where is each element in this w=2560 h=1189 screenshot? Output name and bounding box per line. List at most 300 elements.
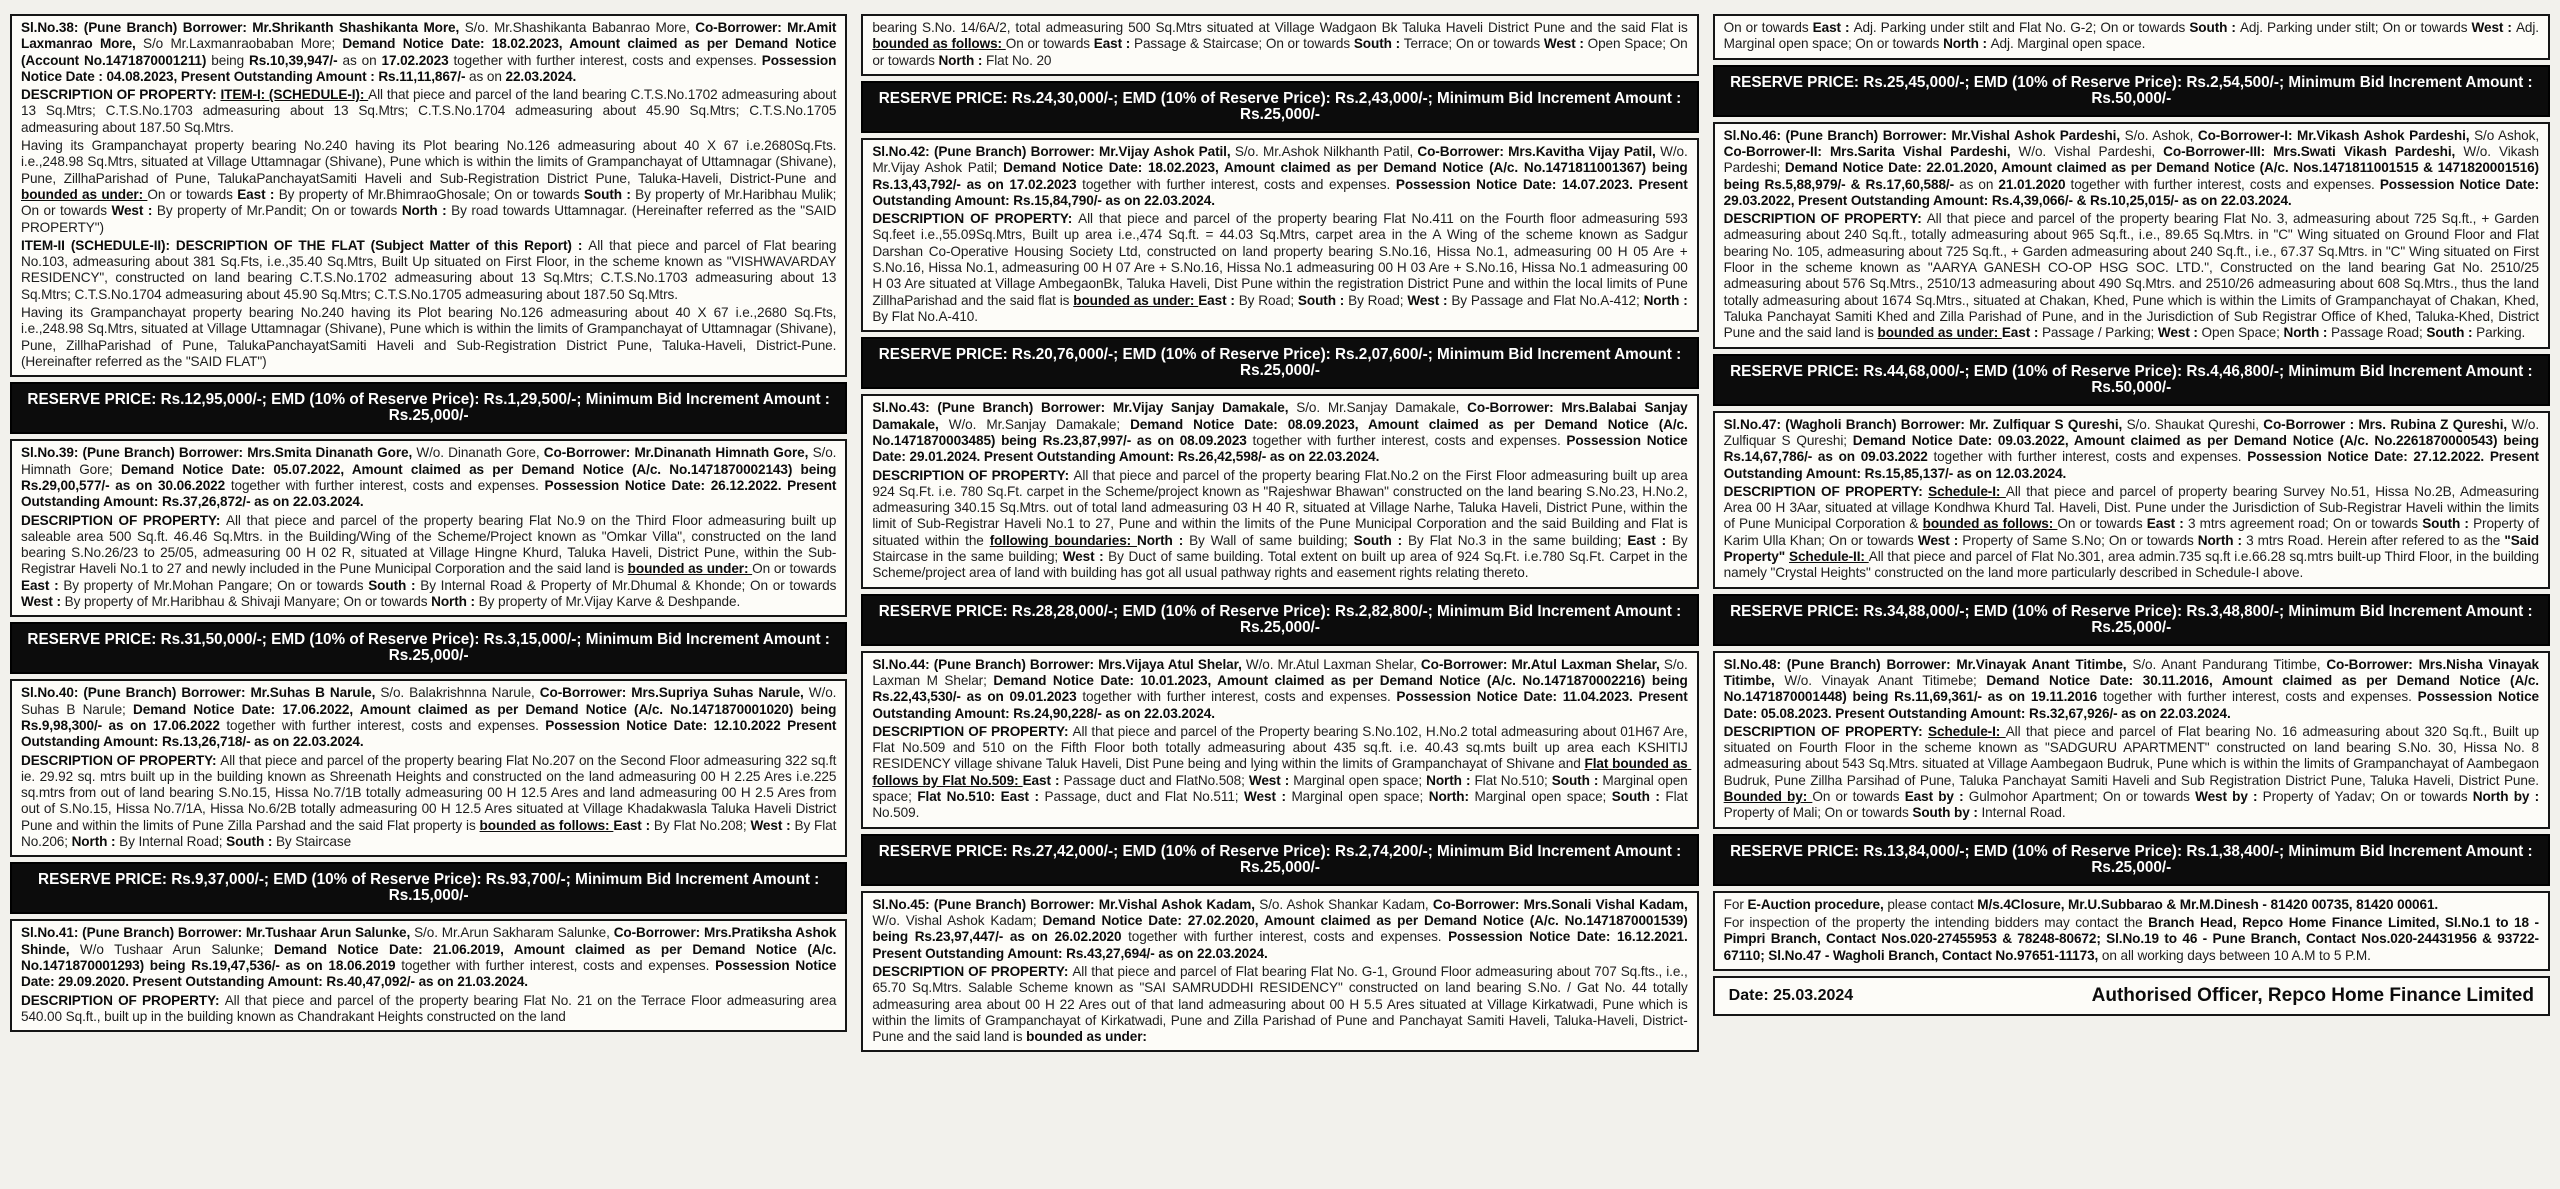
notice-paragraph [21,87,841,136]
text-run: being [211,52,249,68]
reserve-price-bar-reserve-price-42: RESERVE PRICE: Rs.20,76,000/-; EMD (10% of Reserve Price): Rs.2,07,600/-; Minimum Bid Increment Amount : Rs.25,000/- [861,337,1698,389]
text-run: By Road; [1348,292,1408,308]
text-run: S/o. Mr.Arun Sakharam Salunke, [414,925,614,941]
text-run: bounded as under: [627,561,753,577]
text-run: Sl.No.38: (Pune Branch) Borrower: Mr.Shrikanth Shashikanta More, [21,20,465,35]
text-run: Demand Notice Date: 05.07.2022, Amount claimed as per Demand Notice (A/c. No.1471870002143) being Rs.29,00,577/- as on 30.06.2022 [21,461,840,493]
notice-paragraph [872,400,1692,465]
text-run: Passage duct and FlatNo.508; [1063,772,1249,788]
reserve-price-bar-reserve-price-41: RESERVE PRICE: Rs.24,30,000/-; EMD (10% of Reserve Price): Rs.2,43,000/-; Minimum Bid Increment Amount : Rs.25,000/- [861,81,1698,133]
notice-paragraph [872,656,1692,722]
text-run: West : [1062,549,1109,565]
text-run: together with further interest, costs and expenses. [2103,689,2418,705]
text-run: North : [1137,532,1190,548]
text-run: On or towards [2057,516,2147,532]
text-run: North : [1426,772,1475,788]
text-run: By Flat No.208; [653,817,751,833]
text-run: On or towards [1723,20,1813,35]
notice-paragraph [21,305,841,370]
text-run: E-Auction procedure, [1747,896,1888,912]
notice-section-sl-no-44 [861,651,1698,829]
notice-paragraph [1723,20,2543,53]
text-run: Possession Notice Date: 29.09.2020. Present Outstanding Amount: Rs.40,47,092/- as on 21.03.2024. [21,958,841,990]
text-run: S/o. Ashok, [2124,127,2198,143]
text-run: W/o. Mr.Vijay Ashok Patil; [872,143,1692,176]
text-run: S/o Ashok, [2474,127,2543,143]
text-run: Demand Notice Date: 17.06.2022, Amount claimed as per Demand Notice (A/c. No.1471870001020) being Rs.9,98,300/- as on 17.06.2022 [21,701,841,733]
text-run: East : [2146,516,2188,532]
text-run: Schedule-II: [1789,549,1869,565]
reserve-price-bar-reserve-price-44: RESERVE PRICE: Rs.27,42,000/-; EMD (10% of Reserve Price): Rs.2,74,200/-; Minimum Bid Increment Amount : Rs.25,000/- [861,834,1698,886]
text-run: By Wall of same building; [1189,532,1354,548]
text-run: S/o. Mr.Ashok Nilkhanth Patil, [1234,143,1418,159]
text-run: West by : [2195,789,2263,805]
text-run: Co-Borrower-III: Mrs.Swati Vikash Pardeshi, [2163,143,2464,159]
text-run: Co-Borrower: Mrs.Supriya Suhas Narule, [539,685,809,701]
text-run: S/o. Ashok Shankar Kadam, [1259,896,1433,912]
text-run: By Staircase in the same building; [872,532,1692,565]
text-run: together with further interest, costs and expenses. [401,958,716,974]
text-run: S/o. Balakrishnna Narule, [380,685,540,701]
text-run: South : [2422,516,2474,532]
text-run: On or towards [1812,789,1905,805]
text-run: DESCRIPTION OF PROPERTY: [1723,723,1929,739]
text-run: DESCRIPTION OF PROPERTY: [872,467,1074,483]
text-run: Sl.No.46: (Pune Branch) Borrower: Mr.Vishal Ashok Pardeshi, [1723,127,2125,143]
text-run: Demand Notice Date: 21.06.2019, Amount claimed as per Demand Notice (A/c. No.1471870001293) being Rs.19,47,536/- as on 18.06.2019 [21,941,840,974]
text-run: W/o. Mr.Atul Laxman Shelar, [1245,656,1421,672]
text-run: All that piece and parcel of Flat bearing No.103, admeasuring about 381 Sq.Fts, i.e.,35.40 Sq.Mtrs, Built Up situated on First Floor, in the scheme known as "VISHWAVARDAY RESIDENCY", constructed on land bearing C.T.S.No.1702 admeasuring about 13 Sq.Mtrs; C.T.S.No.1703 admeasuring about 13 Sq.Mtrs; C.T.S.No.1704 admeasuring about 45.90 Sq.Mtrs; C.T.S.No.1705 admeasuring about 187.50 Sq.Mtrs. [21,237,841,302]
notice-paragraph [872,467,1692,582]
text-run: W/o. Vishal Pardeshi, [2018,143,2164,159]
text-run: Internal Road. [1981,805,2066,821]
text-run: North : [1643,292,1692,308]
text-run: Possession Notice Date: 11.04.2023. Present Outstanding Amount: Rs.24,90,228/- as on 22.03.2024. [872,689,1692,721]
reserve-price-bar-reserve-price-38: RESERVE PRICE: Rs.12,95,000/-; EMD (10% of Reserve Price): Rs.1,29,500/-; Minimum Bid Increment Amount : Rs.25,000/- [10,382,847,434]
notice-section-sl-no-41-continued [861,14,1698,76]
text-run: By Flat No.A-410. [872,308,978,324]
text-run: Marginal open space; [1293,772,1427,788]
text-run: North by : [2472,789,2543,805]
notice-paragraph [21,20,841,85]
text-run: 21.01.2020 [1998,176,2071,192]
text-run: together with further interest, costs and expenses. [1082,176,1396,192]
notice-section-sl-no-45 [861,891,1698,1053]
text-run: East : [237,186,279,202]
text-run: W/o. Zulfiquar S Qureshi; [1723,416,2543,448]
text-run: Passage / Parking; [2041,325,2158,341]
text-run: S/o. Anant Pandurang Titimbe, [2132,656,2327,672]
text-run: All that piece and parcel of the property bearing Flat No.9 on the Third Floor admeasuring built up saleable area 500 Sq.ft. 46.46 Sq.Mtrs. in the Building/Wing of the Scheme/Project known as "Omkar Villa", constructed on the land bearing S.No.26/23 to 25/05, admeasuring 00 H 02 R, situated at Village Hingne Khurd, Taluka Haveli, District Pune, within the Sub-Registrar Haveli No.1 to 27 and newly included in the Pune Municipal Corporation and the said land is [21,512,841,577]
text-run: DESCRIPTION OF PROPERTY: [21,752,221,768]
text-run: By road towards Uttamnagar. (Hereinafter referred as the "SAID PROPERTY") [21,203,841,235]
notice-section-sl-no-48 [1713,651,2550,829]
text-run: as on [469,68,506,84]
text-run: West : [2471,20,2516,35]
text-run: as on [1959,176,1999,192]
text-run: West : [111,203,157,219]
text-run: together with further interest, costs and expenses. [453,52,762,68]
text-run: ITEM-II (SCHEDULE-II): DESCRIPTION OF THE FLAT (Subject Matter of this Report) : [21,237,589,253]
text-run: By property of Mr.Mohan Pangare; On or towards [63,577,369,593]
text-run: W/o. Dinanath Gore, [416,445,544,461]
text-run: All that piece and parcel of the property bearing Flat.No.2 on the First Floor admeasuring built up area 924 Sq.Ft. i.e. 780 Sq.Ft. carpet in the Scheme/project known as "Rajeshwar Bhawan" constructed on the land bearing S.No.23, H.No.2, admeasuring 340.15 Sq.Mtrs. out of total land admeasuring 03 H 40 R, situated at Village Narhe, Taluka Haveli, District Pune, within the limit of Sub-Registrar Haveli No.1 to 27, Pune and within the limits of the Pune Municipal Corporation and the said Building and Flat is situated within the [872,467,1692,548]
notice-section-sl-no-39 [10,439,847,617]
text-run: East : [613,817,654,833]
text-run: All that piece and parcel of the property bearing Flat No.411 on the Fourth floor admeasuring 593 Sq.feet i.e.,55.09Sq.Mtrs, Built up area i.e.,474 Sq.ft. = 44.03 Sq.Mtrs, carpet area in the A Wing of the scheme known as Sadgur Darshan Co-Operative Housing Society Ltd, constructed on land property bearing S.No.16, Hissa No.1, admeasuring 00 H 05 Are + S.No.16, Hissa No.1, admeasuring 00 H 07 Are + S.No.16, Hissa No.1 admeasuring 00 H 03 Are + S.No.16, Hissa No.1 admeasuring 00 H 03 Are situated at Village AmbegaonBk, Taluka Haveli, Dist Pune within the registration District Pune and within the local limits of Pune ZillhaParishad and the said flat is [872,211,1692,308]
reserve-price-bar-reserve-price-40: RESERVE PRICE: Rs.9,37,000/-; EMD (10% of Reserve Price): Rs.93,700/-; Minimum Bid Increment Amount : Rs.15,000/- [10,862,847,914]
text-run: Sl.No.39: (Pune Branch) Borrower: Mrs.Smita Dinanath Gore, [21,445,417,461]
text-run: W/o. Vishal Ashok Kadam; [872,913,1043,929]
notice-paragraph [1723,211,2543,341]
text-run: All that piece and parcel of Flat No.301, area admin.735 sq.ft i.e.66.28 sq.mtrs built-up Third Floor, in the building namely "Crystal Heights" constructed on the land more particularly described in Schedule-I above. [1723,549,2543,581]
text-run: Flat No. 20 [986,52,1052,68]
text-run: bounded as follows: [479,817,614,833]
text-run: together with further interest, costs and expenses. [1082,689,1397,705]
notice-paragraph [1724,897,2539,913]
text-run: All that piece and parcel of Flat bearing Flat No. G-1, Ground Floor admeasuring about 707 Sq.fts., i.e., 65.70 Sq.Mtrs. Salable Scheme known as "SAI SAMRUDDHI RESIDENCY" constructed on land bearing S.No. / Gat No. 44 totally admeasuring area about 00 H 22 Ares out of that land admeasuring about 00 H 5.5 Ares situated at Village Kirkatwadi, Pune which is within the limits of Grampanchayat of Kirkatwadi, Pune and Zilla Parishad of Pune and Panchayat Samiti Haveli, Taluka-Haveli, District-Pune and the said land is [872,963,1692,1045]
text-run: ITEM-I: (SCHEDULE-I): [220,87,369,103]
text-run: bounded as under: [21,186,148,202]
text-run: East : [21,577,64,593]
text-run: By Internal Road; [119,834,227,850]
text-run: Possession Notice Date: 05.08.2023. Present Outstanding Amount: Rs.32,67,926/- as on 22.03.2024. [1723,689,2543,721]
text-run: M/s.4Closure, Mr.U.Subbarao & Mr.M.Dinesh - 81420 00735, 81420 00061. [1977,896,2439,912]
notice-date: Date: 25.03.2024 [1728,986,1854,1004]
text-run: Property of Same S.No; On or towards [1962,532,2198,548]
text-run: Co-Borrower-II: Mrs.Sarita Vishal Pardeshi, [1723,143,2019,159]
text-run: Sl.No.43: (Pune Branch) Borrower: Mr.Vijay Sanjay Damakale, [872,400,1297,416]
reserve-price-bar-reserve-price-47: RESERVE PRICE: Rs.34,88,000/-; EMD (10% of Reserve Price): Rs.3,48,800/-; Minimum Bid Increment Amount : Rs.25,000/- [1713,594,2550,646]
notice-paragraph [1723,915,2543,964]
text-run: Branch Head, Repco Home Finance Limited, Sl.No.1 to 18 - Pimpri Branch, Contact Nos.020-27455953 & 78248-80672; Sl.No.19 to 46 - Pune Branch, Contact Nos.020-24431956 & 93722-67110; Sl.No.47 - Wagholi Branch, Contact No.97651-11173, [1723,915,2543,963]
notice-section-contact-info [1713,891,2550,971]
text-run: together with further interest, costs and expenses. [230,477,545,493]
text-run: Demand Notice Date: 10.01.2023, Amount claimed as per Demand Notice (A/c. No.1471870002216) being Rs.22,43,530/- as on 09.01.2023 [872,673,1692,705]
text-run: Passage & Staircase; On or towards [1133,36,1354,52]
text-run: Demand Notice Date: 09.03.2022, Amount claimed as per Demand Notice (A/c. No.2261870000543) being Rs.14,67,786/- as on 09.03.2022 [1723,432,2543,465]
text-run: Terrace; On or towards [1403,36,1544,52]
notice-section-sl-no-41 [10,919,847,1032]
text-run: North : [431,594,479,609]
text-run: South : [1611,789,1666,805]
notice-paragraph [872,896,1692,962]
text-run: Bounded by: [1723,789,1813,805]
text-run: By Passage and Flat No.A-412; [1451,292,1644,308]
text-run: together with further interest, costs and expenses. [1128,929,1449,945]
text-run: Sl.No.41: (Pune Branch) Borrower: Mr.Tushaar Arun Salunke, [21,925,415,941]
text-run: For inspection of the property the intending bidders may contact the [1723,915,2149,931]
notice-column-1 [10,14,847,1032]
notice-column-2 [861,14,1698,1052]
text-run: Possession Notice Date: 14.07.2023. Present Outstanding Amount: Rs.15,84,790/- as on 22.03.2024. [872,176,1692,208]
notice-paragraph [21,685,841,750]
reserve-price-bar-reserve-price-46: RESERVE PRICE: Rs.44,68,000/-; EMD (10% of Reserve Price): Rs.4,46,800/-; Minimum Bid Increment Amount : Rs.50,000/- [1713,354,2550,406]
text-run: 3 mtrs Road. Herein after refered to as the [2246,532,2505,548]
notice-paragraph [1723,416,2543,482]
reserve-price-bar-reserve-price-39: RESERVE PRICE: Rs.31,50,000/-; EMD (10% of Reserve Price): Rs.3,15,000/-; Minimum Bid Increment Amount : Rs.25,000/- [10,622,847,674]
text-run: Possession Notice Date : 04.08.2023, Present Outstanding Amount : Rs.11,11,867/- [21,52,841,84]
notice-paragraph [872,963,1692,1045]
text-run: as on [342,52,382,68]
text-run: together with further interest, costs and expenses. [1933,449,2248,465]
text-run: East : [1812,20,1854,35]
authorised-officer-signature: Authorised Officer, Repco Home Finance Limited [2091,984,2534,1006]
text-run: East by : [1904,789,1969,805]
reserve-price-bar-reserve-price-48: RESERVE PRICE: Rs.13,84,000/-; EMD (10% of Reserve Price): Rs.1,38,400/-; Minimum Bid Increment Amount : Rs.25,000/- [1713,834,2550,886]
text-run: Co-Borrower-I: Mr.Vikash Ashok Pardeshi, [2197,127,2475,143]
text-run: S/o Mr.Laxmanraobaban More; [143,36,343,52]
text-run: 17.02.2023 [381,52,454,68]
text-run: All that piece and parcel of the land bearing C.T.S.No.1702 admeasuring about 13 Sq.Mtrs; C.T.S.No.1703 admeasuring about 13 Sq.Mtrs; C.T.S.No.1704 admeasuring about 45.90 Sq.Mtrs; C.T.S.No.1705 admeasuring about 187.50 Sq.Mtrs. [21,87,841,135]
text-run: Adj. Marginal open space. [1990,36,2146,52]
text-run: South : [583,186,636,202]
text-run: Co-Borrower: Mrs.Kavitha Vijay Patil, [1417,143,1661,159]
text-run: W/o. Vinayak Anant Titimebe; [1784,673,1987,688]
notice-section-sl-no-38 [10,14,847,377]
text-run: East : [1198,292,1239,308]
text-run: By property of Mr.BhimraoGhosale; On or towards [278,186,584,202]
text-run: "Said Property" [1723,532,2543,565]
text-run: DESCRIPTION OF PROPERTY: [872,211,1079,227]
text-run: Property of Mali; On or towards [1723,805,1913,821]
notice-paragraph [21,512,841,611]
text-run: South : [2426,325,2477,341]
text-run: W/o. Mr.Sanjay Damakale; [948,416,1131,432]
text-run: Flat bounded as follows by Flat No.509: [872,756,1692,788]
text-run: Sl.No.42: (Pune Branch) Borrower: Mr.Vijay Ashok Patil, [872,143,1235,159]
text-run: DESCRIPTION OF PROPERTY: [21,512,227,528]
text-run: Adj. Parking under stilt and Flat No. G-2; On or towards [1853,20,2190,35]
notice-paragraph [1723,656,2543,722]
text-run: North : [401,203,452,219]
text-run: Having its Grampanchayat property bearing No.240 having its Plot bearing No.126 admeasuring about 40 X 67 i.e.,2680 Sq.Fts, i.e.,248.98 Sq.Mtrs, situated at Village Uttamnagar (Shivane), Pune which is within the limits of Grampanchayat of Uttamnagar (Shivane), Pune, ZillhaParishad of Pune, TalukaPanchayatSamiti Haveli and Sub-Registration District Pune, Taluka-Haveli, District-Pune. (Hereinafter referred as the "SAID FLAT") [21,305,841,369]
notice-paragraph [1723,127,2543,209]
notice-paragraph [872,211,1692,325]
text-run: Possession Notice Date: 29.01.2024. Present Outstanding Amount: Rs.26,42,598/- as on 22.03.2024. [872,432,1692,465]
text-run: Demand Notice Date: 18.02.2023, Amount claimed as per Demand Notice (A/c. No.1471811001367) being Rs.13,43,792/- as on 17.02.2023 [872,160,1692,192]
text-run: Marginal open space; [872,772,1692,805]
reserve-price-bar-reserve-price-43: RESERVE PRICE: Rs.28,28,000/-; EMD (10% of Reserve Price): Rs.2,82,800/-; Minimum Bid Increment Amount : Rs.25,000/- [861,594,1698,646]
text-run: West : [1917,532,1963,548]
text-run: South : [226,834,276,850]
notice-paragraph [872,143,1692,209]
text-run: Co-Borrower: Mr.Atul Laxman Shelar, [1420,656,1664,672]
text-run: Possession Notice Date: 27.12.2022. Present Outstanding Amount: Rs.15,85,137/- as on 12.03.2024. [1723,449,2543,481]
text-run: Co-Borrower: Mrs.Pratiksha Ashok Shinde, [21,925,841,957]
signature-row [1713,976,2550,1016]
text-run: East : [2001,325,2042,341]
text-run: Flat No.510; [1474,772,1552,788]
text-run: Open Space; [2201,325,2284,341]
text-run: South : [2189,20,2240,35]
text-run: Sl.No.48: (Pune Branch) Borrower: Mr.Vinayak Anant Titimbe, [1723,656,2133,672]
notice-columns [10,14,2550,1052]
text-run: Demand Notice Date: 30.11.2016, Amount claimed as per Demand Notice (A/c. No.1471870001448) being Rs.11,69,361/- as on 19.11.2016 [1723,673,2543,705]
notice-paragraph [21,752,841,851]
text-run: Demand Notice Date: 27.02.2020, Amount claimed as per Demand Notice (A/c. No.1471870001539) being Rs.23,97,447/- as on 26.02.2020 [872,913,1692,945]
text-run: Flat No.510: East : [917,789,1045,805]
text-run: Parking. [2476,325,2526,341]
text-run: South : [1353,36,1404,52]
text-run: All that piece and parcel of the property bearing Flat No. 21 on the Terrace Floor admeasuring area 540.00 Sq.ft., built up in the building known as Chandrakant Heights constructed on the land [21,992,841,1024]
text-run: By Flat No.206; [21,817,840,850]
text-run: By property of Mr.Haribhau & Shivaji Manyare; On or towards [64,594,432,609]
text-run: West : [1248,772,1294,788]
text-run: Property of Karim Ulla Khan; On or towards [1723,516,2543,548]
notice-paragraph [1723,483,2543,582]
text-run: S/o. Mr.Shashikanta Babanrao More, [464,20,696,35]
text-run: Co-Borrower: Mrs.Balabai Sanjay Damakale, [872,400,1692,432]
text-run: On or towards [1005,36,1094,52]
text-run: All that piece and parcel of the property bearing Flat No. 3, admeasuring about 725 Sq.ft., + Garden admeasuring about 240 Sq.ft., totally admeasuring about 965 Sq.ft., i.e., 89.65 Sq.Mtrs. in "C" Wing situated on Ground Floor and Flat bearing No. 105, admeasuring about 725 Sq.ft., + Garden admeasuring about 240 Sq.ft., i.e., 67.37 Sq.Mtrs. in "C" Wing situated on First Floor in the scheme known as "AARYA GANESH CO-OP HSG SOC. LTD.", Constructed on the land bearing Gat No. 2510/25 admeasuring about 576 Sq.Mtrs., 2510/13 admeasuring about 490 Sq.Mtrs. and 2510/26 admeasuring about 608 Sq.Mtrs., thus the land totally admeasuring about 1674 Sq.Mtrs., situated at Chakan, Khed, Pune which is within the Limits of Grampanchayat of Chakan, Khed, Taluka Panchayat Samiti Khed and Zilla Parishad of Pune, and in the Jurisdiction of Sub Registrar Office of Khed, Taluka-Khed, District Pune and the said land is [1723,211,2543,341]
text-run: Possession Notice Date: 12.10.2022 Present Outstanding Amount: Rs.13,26,718/- as on 22.03.2024. [21,717,841,750]
text-run: North : [1943,36,1991,52]
text-run: Passage, duct and Flat No.511; [1044,789,1245,805]
text-run: Marginal open space; [1291,789,1429,805]
text-run: 3 mtrs agreement road; On or towards [2187,516,2423,532]
notice-section-sl-no-43 [861,394,1698,588]
text-run: South by : [1912,805,1982,821]
text-run: on all working days between 10 A.M to 5 P.M. [2101,947,2371,963]
text-run: On or towards [147,186,238,202]
notice-section-sl-no-40 [10,679,847,857]
text-run: South : [1551,772,1603,788]
text-run: DESCRIPTION OF PROPERTY: [872,723,1073,739]
text-run: bounded as under: [1026,1029,1147,1045]
notice-paragraph [21,445,841,510]
text-run: S/o. Mr.Sanjay Damakale, [1296,400,1468,416]
text-run: Co-Borrower : Mrs. Rubina Z Qureshi, [2263,416,2512,432]
text-run: West : [1543,36,1588,52]
notice-paragraph [872,20,1692,69]
text-run: All that piece and parcel of Flat bearing No. 16 admeasuring about 320 Sq.ft., Built up situated on Fourth Floor in the scheme known as "SADGURU APARTMENT" constructed on land bearing S.No. 30, Hissa No. 8 admeasuring about 543 Sq.Mtrs. situated at Village Aambegaon Budruk, Pune which is within the limits of Grampanchayat of Aambegaon Budruk, Pune Zillha Parsihad of Pune, Taluka Panchayat Samiti Haveli and Sub Registration District Pune, Taluka Haveli, District Pune. [1723,723,2543,788]
notice-section-sl-no-42 [861,138,1698,332]
text-run: DESCRIPTION OF PROPERTY: [21,992,225,1008]
text-run: By Staircase [275,834,352,850]
text-run: West : [750,817,795,833]
text-run: By property of Mr.Pandit; On or towards [156,203,402,219]
text-run: North : [2197,532,2247,548]
text-run: Demand Notice Date: 22.01.2020, Amount claimed as per Demand Notice (A/c. Nos.1471811001515 & 1471820001516) being Rs.5,88,979/- & Rs.17,60,588/- [1723,160,2543,192]
text-run: On or towards [752,561,841,577]
text-run: please contact [1887,896,1978,912]
text-run: West : [1244,789,1292,805]
text-run: Open Space; On or towards [872,36,1692,68]
notice-paragraph [1723,723,2543,822]
text-run: Co-Borrower: Mrs.Sonali Vishal Kadam, [1432,896,1692,912]
text-run: together with further interest, costs and expenses. [1252,432,1567,448]
text-run: Schedule-I: [1928,723,2006,739]
text-run: 22.03.2024. [505,68,577,84]
text-run: Co-Borrower: Mr.Amit Laxmanrao More, [21,20,841,52]
notice-paragraph [872,723,1692,822]
text-run: For [1723,896,1748,912]
text-run: S/o. Shaukat Qureshi, [2126,416,2264,432]
text-run: S/o. Himnath Gore; [21,445,841,477]
text-run: North : [2283,325,2332,341]
text-run: bounded as follows: [872,36,1006,52]
text-run: By Duct of same building. Total extent on built up area of 924 Sq.Ft. i.e.780 Sq.Ft. Carpet in the Scheme/project area of land with building has got all usual pathway rights and easement rights relating thereto. [872,549,1692,581]
text-run: Possession Notice Date: 29.03.2022, Present Outstanding Amount: Rs.4,39,066/- & Rs.10,25,015/- as on 22.03.2024. [1723,176,2543,208]
text-run: Demand Notice Date: 08.09.2023, Amount claimed as per Demand Notice (A/c. No.1471870003485) being Rs.23,87,997/- as on 08.09.2023 [872,416,1692,448]
text-run: All that piece and parcel of the property bearing Flat No.207 on the Second Floor admeasuring 322 sq.ft ie. 29.92 sq. mtrs built up in the building known as Shreenath Heights and constructed on the land admeasuring 00 H 2.25 Ares i.e.225 sq.mtrs from out of land bearing S.No.15, Hissa No.7/1B totally admeasuring 00 H 12.5 Ares and land admeasuring 00 H 2.5 Ares from out of S.No.15, Hissa No.7/1A, Hissa No.6/2B totally admeasuring 00 H 12.5 Ares situated at Village Khadakwasla Taluka Haveli District Pune and within the limits of Pune Zilla Parshad and the said Flat property is [21,752,841,833]
text-run: W/o. Suhas B Narule; [21,685,841,717]
text-run: All that piece and parcel of the Property bearing S.No.102, H.No.2 total admeasuring about 01H67 Are, Flat No.509 and 510 on the Fifth Floor both totally admeasuring about 435 sq.ft. i.e. 40.43 sq.mts built up area each KSHITIJ RESIDENCY village shivane Taluk Haveli, Dist Pune being and lying within the limits of Grampanchayat of Shivane and [872,723,1692,772]
text-run: Sl.No.47: (Wagholi Branch) Borrower: Mr. Zulfiquar S Qureshi, [1723,416,2127,432]
text-run: bounded as under: [1877,325,2002,341]
text-run: By Road; [1238,292,1298,308]
text-run: Having its Grampanchayat property bearing No.240 having its Plot bearing No.126 admeasuring about 40 X 67 i.e.2680Sq.Fts. i.e.,248.98 Sq.Mtrs, situated at Village Uttamnagar (Shivane), Pune which is within the limits of Grampanchayat of Uttamnagar (Shivane), Pune, ZillhaParishad of Pune, TalukaPanchayatSamiti Haveli and Sub-Registration District Pune, Taluka-Haveli, District-Pune and [21,138,841,186]
notice-column-3 [1713,14,2550,1016]
text-run: Marginal open space; [1474,789,1612,805]
text-run: By property of Mr.Haribhau Mulik; On or towards [21,186,841,219]
notice-paragraph [21,925,841,990]
text-run: together with further interest, costs and expenses. [226,717,546,733]
reserve-price-bar-reserve-price-45: RESERVE PRICE: Rs.25,45,000/-; EMD (10% of Reserve Price): Rs.2,54,500/-; Minimum Bid Increment Amount : Rs.50,000/- [1713,65,2550,117]
text-run: North : [71,834,120,850]
text-run: Sl.No.40: (Pune Branch) Borrower: Mr.Suhas B Narule, [21,685,381,701]
text-run: All that piece and parcel of property bearing Survey No.51, Hissa No.2B, Admeasuring Area 00 H 3Aar, situated at village Kondhwa Khurd Tal. Haveli, Dist. Pune under the Jurisdiction of Sub-Registrar Haveli within the limits of Pune Municipal Corporation & [1723,483,2543,532]
text-run: By Internal Road & Property of Mr.Dhumal & Khonde; On or towards [420,577,840,593]
notice-paragraph [21,992,841,1026]
text-run: South : [1297,292,1349,308]
text-run: Property of Yadav; On or towards [2262,789,2473,805]
text-run: North : [938,52,986,68]
text-run: West : [1407,292,1452,308]
text-run: S/o. Laxman M Shelar; [872,656,1692,688]
text-run: together with further interest, costs and expenses. [2070,176,2380,192]
text-run: Flat No.509. [872,789,1692,821]
text-run: W/o. Vikash Pardeshi; [1723,143,2543,176]
text-run: North: [1428,789,1475,805]
text-run: bounded as follows: [1922,516,2058,532]
text-run: Gulmohor Apartment; On or towards [1968,789,2196,805]
text-run: East : [1093,36,1134,52]
text-run: DESCRIPTION OF PROPERTY: [21,87,221,103]
notice-section-sl-no-46 [1713,122,2550,349]
text-run: bounded as under: [1073,292,1199,308]
text-run: West : [2157,325,2202,341]
text-run: Schedule-I: [1928,483,2006,499]
text-run: DESCRIPTION OF PROPERTY: [1723,483,1929,499]
text-run: By Flat No.3 in the same building; [1407,532,1628,548]
text-run: Adj. Parking under stilt; On or towards [2239,20,2472,35]
text-run: DESCRIPTION OF PROPERTY: [1723,211,1927,227]
notice-paragraph [21,237,841,303]
text-run: Sl.No.44: (Pune Branch) Borrower: Mrs.Vijaya Atul Shelar, [872,656,1246,672]
text-run: following boundaries: [989,532,1138,548]
text-run: West : [21,594,65,609]
notice-section-sl-no-47 [1713,411,2550,589]
text-run: Co-Borrower: Mr.Dinanath Himnath Gore, [543,445,813,461]
notice-paragraph [21,138,841,236]
text-run: Possession Notice Date: 26.12.2022. Present Outstanding Amount: Rs.37,26,872/- as on 22.03.2024. [21,477,841,510]
text-run: Possession Notice Date: 16.12.2021. Present Outstanding Amount: Rs.43,27,694/- as on 22.03.2024. [872,929,1692,961]
text-run: Sl.No.45: (Pune Branch) Borrower: Mr.Vishal Ashok Kadam, [872,896,1260,912]
text-run: Passage Road; [2331,325,2427,341]
text-run: East : [1627,532,1672,548]
notice-section-sl-no-45-continued [1713,14,2550,60]
text-run: By property of Mr.Vijay Karve & Deshpande. [478,594,741,609]
text-run: Rs.10,39,947/- [249,52,343,68]
text-run: Co-Borrower: Mrs.Nisha Vinayak Titimbe, [1723,656,2543,688]
text-run: Demand Notice Date: 18.02.2023, Amount claimed as per Demand Notice (Account No.1471870001211) [21,36,841,68]
text-run: Adj. Marginal open space; On or towards [1723,20,2543,52]
text-run: bearing S.No. 14/6A/2, total admeasuring 500 Sq.Mtrs situated at Village Wadgaon Bk Taluka Haveli District Pune and the said Flat is [872,20,1692,35]
text-run: South : [1353,532,1408,548]
text-run: East : [1022,772,1064,788]
